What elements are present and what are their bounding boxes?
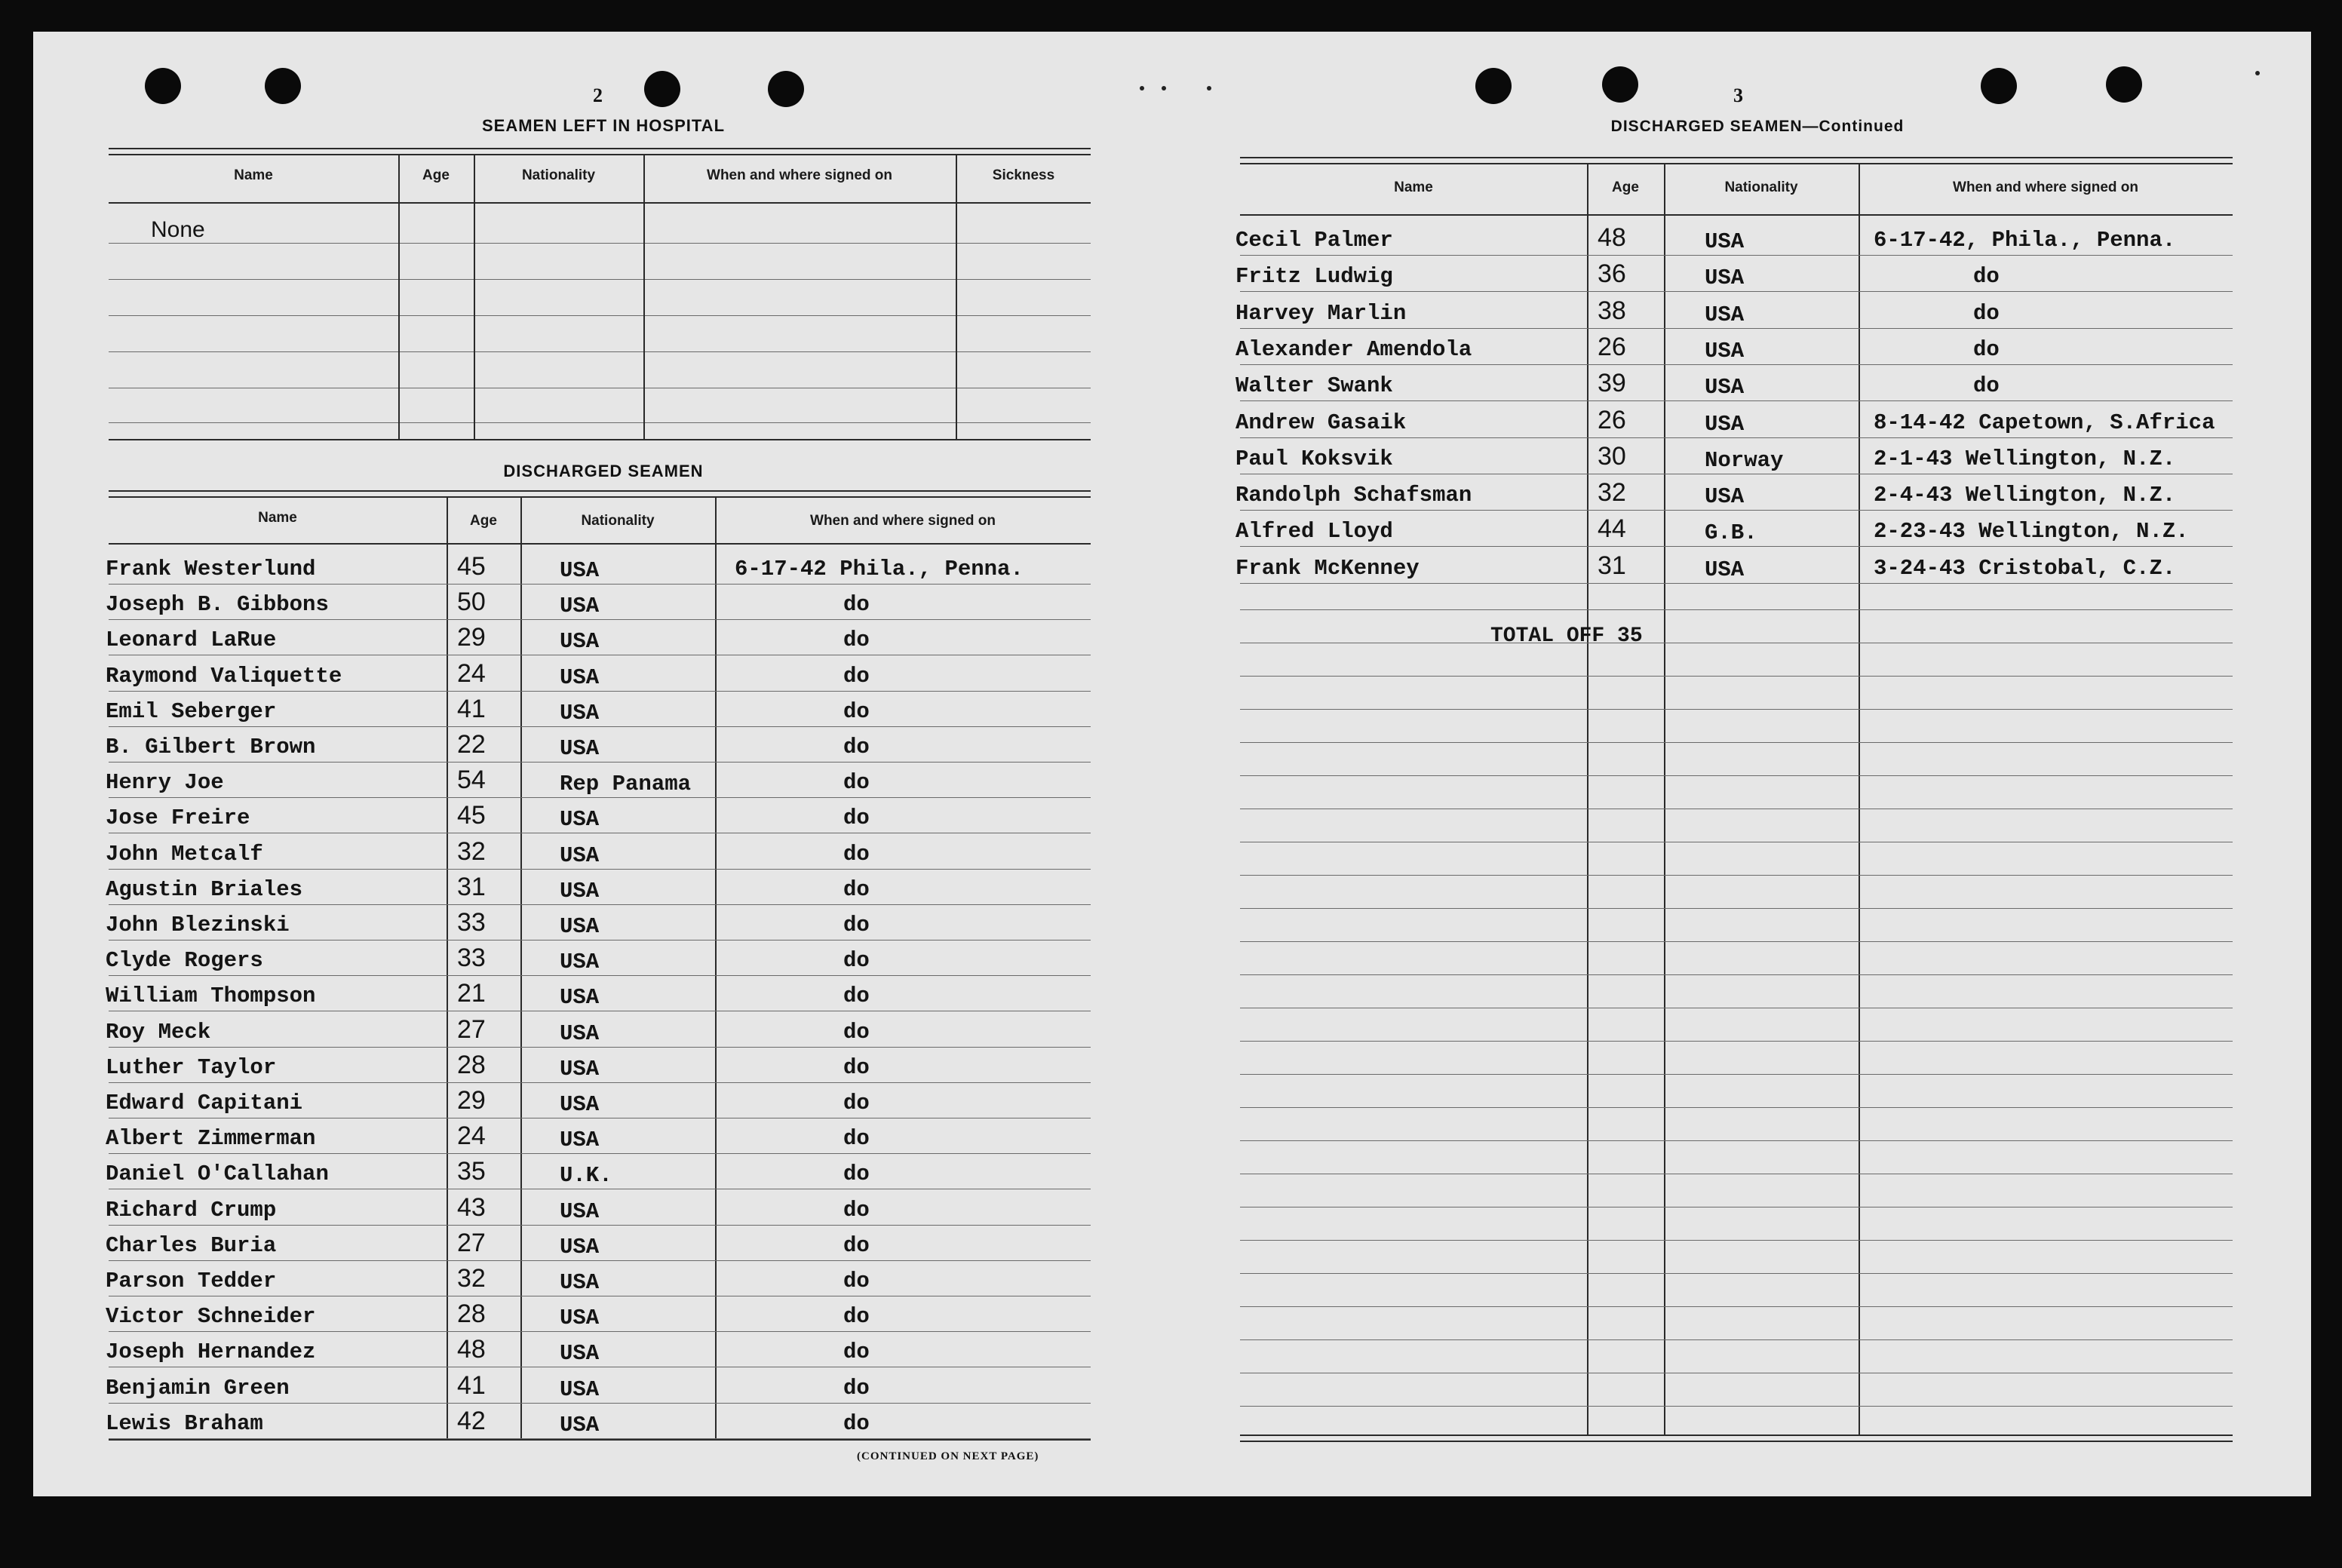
seaman-name: Frank Westerlund — [106, 557, 316, 581]
seaman-signed-on: do — [843, 1161, 870, 1186]
seaman-name: John Blezinski — [106, 913, 290, 937]
seaman-name: Cecil Palmer — [1235, 228, 1393, 253]
seaman-age: 30 — [1598, 442, 1626, 471]
seaman-nationality: U.K. — [560, 1163, 612, 1188]
seaman-signed-on: do — [1973, 301, 2000, 326]
row-rule — [1240, 1339, 2233, 1340]
row-rule — [1240, 742, 2233, 743]
seaman-name: John Metcalf — [106, 842, 263, 867]
rule — [109, 1439, 1091, 1441]
seaman-name: Joseph B. Gibbons — [106, 592, 329, 617]
column-divider — [956, 154, 957, 439]
seaman-signed-on: do — [843, 699, 870, 724]
seaman-signed-on: do — [843, 664, 870, 689]
speck — [1207, 86, 1211, 91]
row-rule — [1240, 908, 2233, 909]
seaman-nationality: USA — [1705, 229, 1745, 254]
seaman-signed-on: do — [843, 1126, 870, 1151]
rule — [109, 490, 1091, 492]
row-rule — [109, 1082, 1091, 1083]
row-rule — [109, 584, 1091, 585]
rule — [1240, 163, 2233, 164]
seaman-nationality: USA — [560, 1341, 600, 1366]
section-title-discharged: DISCHARGED SEAMEN — [503, 462, 704, 480]
seaman-nationality: USA — [560, 701, 600, 726]
row-rule — [1240, 1406, 2233, 1407]
section-title-discharged-continued: DISCHARGED SEAMEN—Continued — [1610, 118, 1905, 135]
row-rule — [1240, 1273, 2233, 1274]
row-rule — [1240, 676, 2233, 677]
seaman-nationality: USA — [1705, 302, 1745, 327]
row-rule — [1240, 775, 2233, 776]
seaman-age: 33 — [457, 944, 486, 972]
seaman-signed-on: do — [1973, 337, 2000, 362]
seaman-nationality: USA — [560, 736, 600, 761]
seaman-name: Emil Seberger — [106, 699, 277, 724]
seaman-name: B. Gilbert Brown — [106, 735, 316, 759]
column-divider — [1664, 163, 1665, 1435]
row-rule — [1240, 1107, 2233, 1108]
seaman-signed-on: do — [843, 592, 870, 617]
seaman-age: 39 — [1598, 369, 1626, 397]
row-rule — [109, 762, 1091, 763]
seaman-name: Jose Freire — [106, 805, 250, 830]
seaman-signed-on: do — [843, 628, 870, 652]
row-rule — [109, 1153, 1091, 1154]
seaman-nationality: USA — [560, 843, 600, 868]
seaman-age: 33 — [457, 908, 486, 937]
column-header-age: Age — [1612, 180, 1639, 195]
page-number: 2 — [593, 84, 603, 106]
rule — [109, 543, 1091, 545]
seaman-age: 21 — [457, 979, 486, 1008]
seaman-name: Leonard LaRue — [106, 628, 277, 652]
row-rule — [109, 869, 1091, 870]
column-divider — [447, 496, 448, 1439]
row-rule — [109, 315, 1091, 316]
row-rule — [109, 1331, 1091, 1332]
column-header-sickness: Sickness — [992, 167, 1055, 183]
seaman-nationality: USA — [560, 1235, 600, 1260]
seaman-nationality: USA — [1705, 375, 1745, 400]
seaman-signed-on: do — [843, 948, 870, 973]
column-header-age: Age — [470, 513, 497, 529]
seaman-signed-on: do — [843, 877, 870, 902]
seaman-signed-on: do — [1973, 373, 2000, 398]
seaman-name: Clyde Rogers — [106, 948, 263, 973]
row-rule — [109, 243, 1091, 244]
seaman-nationality: USA — [560, 558, 600, 583]
seaman-age: 29 — [457, 1086, 486, 1115]
row-rule — [1240, 1140, 2233, 1141]
seaman-name: Andrew Gasaik — [1235, 410, 1407, 435]
row-rule — [109, 351, 1091, 352]
seaman-signed-on: do — [843, 983, 870, 1008]
seaman-age: 31 — [457, 873, 486, 901]
punch-hole — [145, 68, 181, 104]
rule — [109, 202, 1091, 204]
column-divider — [643, 154, 645, 439]
seaman-age: 31 — [1598, 551, 1626, 580]
seaman-name: Lewis Braham — [106, 1411, 263, 1436]
row-rule — [1240, 1074, 2233, 1075]
seaman-age: 27 — [457, 1015, 486, 1044]
row-rule — [109, 619, 1091, 620]
column-header-age: Age — [422, 167, 450, 183]
seaman-signed-on: 3-24-43 Cristobal, C.Z. — [1874, 556, 2176, 581]
row-rule — [1240, 255, 2233, 256]
column-header-nationality: Nationality — [1724, 180, 1798, 195]
seaman-name: Albert Zimmerman — [106, 1126, 316, 1151]
seaman-name: Richard Crump — [106, 1198, 277, 1223]
row-rule — [1240, 437, 2233, 438]
seaman-name: Randolph Schafsman — [1235, 483, 1472, 508]
seaman-signed-on: do — [843, 1020, 870, 1045]
punch-hole — [265, 68, 301, 104]
row-rule — [1240, 941, 2233, 942]
seaman-age: 42 — [457, 1407, 486, 1435]
seaman-nationality: USA — [560, 1021, 600, 1046]
seaman-age: 36 — [1598, 259, 1626, 288]
seaman-age: 28 — [457, 1051, 486, 1079]
seaman-age: 45 — [457, 552, 486, 581]
seaman-nationality: Rep Panama — [560, 772, 692, 796]
seaman-signed-on: 6-17-42 Phila., Penna. — [735, 557, 1024, 581]
rule — [1240, 214, 2233, 216]
seaman-nationality: USA — [560, 629, 600, 654]
punch-hole — [768, 71, 804, 107]
seaman-age: 41 — [457, 695, 486, 723]
row-rule — [109, 422, 1091, 423]
row-rule — [1240, 400, 2233, 401]
seaman-nationality: USA — [560, 1128, 600, 1152]
hospital-entry: None — [151, 217, 205, 242]
seaman-signed-on: do — [843, 1376, 870, 1401]
rule — [109, 154, 1091, 155]
seaman-nationality: USA — [560, 1413, 600, 1438]
seaman-age: 24 — [457, 1122, 486, 1150]
seaman-name: Benjamin Green — [106, 1376, 290, 1401]
seaman-signed-on: do — [843, 1339, 870, 1364]
seaman-age: 26 — [1598, 406, 1626, 434]
row-rule — [1240, 291, 2233, 292]
row-rule — [109, 1260, 1091, 1261]
seaman-age: 44 — [1598, 514, 1626, 543]
column-divider — [398, 154, 400, 439]
seaman-nationality: USA — [560, 1092, 600, 1117]
page-number: 3 — [1733, 84, 1743, 106]
seaman-signed-on: 8-14-42 Capetown, S.Africa — [1874, 410, 2215, 435]
seaman-signed-on: do — [843, 842, 870, 867]
speck — [1162, 86, 1166, 91]
row-rule — [1240, 875, 2233, 876]
seaman-signed-on: do — [843, 805, 870, 830]
rule — [1240, 1441, 2233, 1442]
seaman-age: 48 — [1598, 223, 1626, 252]
seaman-signed-on: do — [1973, 264, 2000, 289]
row-rule — [1240, 609, 2233, 610]
seaman-age: 32 — [457, 1264, 486, 1293]
column-header-name: Name — [1394, 180, 1433, 195]
seaman-signed-on: do — [843, 735, 870, 759]
seaman-age: 54 — [457, 766, 486, 794]
seaman-signed-on: 2-1-43 Wellington, N.Z. — [1874, 446, 2176, 471]
speck — [2255, 71, 2260, 75]
seaman-age: 32 — [1598, 478, 1626, 507]
row-rule — [109, 1225, 1091, 1226]
seaman-age: 26 — [1598, 333, 1626, 361]
seaman-signed-on: do — [843, 913, 870, 937]
seaman-age: 32 — [457, 837, 486, 866]
row-rule — [109, 726, 1091, 727]
row-rule — [1240, 974, 2233, 975]
seaman-name: Edward Capitani — [106, 1091, 303, 1115]
row-rule — [1240, 1041, 2233, 1042]
seaman-signed-on: do — [843, 1198, 870, 1223]
row-rule — [1240, 510, 2233, 511]
seaman-nationality: USA — [560, 1377, 600, 1402]
seaman-age: 22 — [457, 730, 486, 759]
row-rule — [109, 691, 1091, 692]
row-rule — [109, 1403, 1091, 1404]
seaman-age: 41 — [457, 1371, 486, 1400]
seaman-age: 43 — [457, 1193, 486, 1222]
continued-note: (CONTINUED ON NEXT PAGE) — [857, 1450, 1039, 1462]
seaman-nationality: USA — [1705, 557, 1745, 582]
seaman-age: 27 — [457, 1229, 486, 1257]
row-rule — [109, 975, 1091, 976]
seaman-name: Roy Meck — [106, 1020, 211, 1045]
column-divider — [715, 496, 717, 1439]
seaman-nationality: G.B. — [1705, 520, 1757, 545]
column-header-name: Name — [234, 167, 273, 183]
seaman-age: 48 — [457, 1335, 486, 1364]
seaman-signed-on: do — [843, 1055, 870, 1080]
seaman-age: 35 — [457, 1157, 486, 1186]
column-header-signed-on: When and where signed on — [810, 513, 996, 529]
seaman-nationality: USA — [560, 879, 600, 904]
rule — [109, 148, 1091, 149]
seaman-name: Walter Swank — [1235, 373, 1393, 398]
punch-hole — [1981, 68, 2017, 104]
seaman-nationality: Norway — [1705, 448, 1784, 473]
row-rule — [109, 797, 1091, 798]
seaman-age: 28 — [457, 1300, 486, 1328]
seaman-nationality: USA — [560, 807, 600, 832]
column-divider — [520, 496, 522, 1439]
seaman-signed-on: 6-17-42, Phila., Penna. — [1874, 228, 2176, 253]
seaman-name: Victor Schneider — [106, 1304, 316, 1329]
total-off: TOTAL OFF 35 — [1490, 624, 1643, 648]
seaman-signed-on: do — [843, 770, 870, 795]
row-rule — [1240, 546, 2233, 547]
punch-hole — [1475, 68, 1512, 104]
seaman-name: Henry Joe — [106, 770, 224, 795]
seaman-nationality: USA — [560, 985, 600, 1010]
column-header-nationality: Nationality — [521, 167, 596, 183]
rule — [1240, 157, 2233, 158]
column-divider — [474, 154, 475, 439]
seaman-nationality: USA — [560, 1057, 600, 1082]
seaman-signed-on: do — [843, 1233, 870, 1258]
seaman-name: Alexander Amendola — [1235, 337, 1472, 362]
seaman-signed-on: do — [843, 1304, 870, 1329]
section-title-hospital: SEAMEN LEFT IN HOSPITAL — [481, 116, 726, 135]
row-rule — [109, 1047, 1091, 1048]
seaman-name: Paul Koksvik — [1235, 446, 1393, 471]
seaman-name: Frank McKenney — [1235, 556, 1420, 581]
column-divider — [1587, 163, 1588, 1435]
seaman-name: Parson Tedder — [106, 1269, 277, 1293]
speck — [1140, 86, 1144, 91]
seaman-name: Charles Buria — [106, 1233, 277, 1258]
seaman-name: Luther Taylor — [106, 1055, 277, 1080]
seaman-signed-on: do — [843, 1411, 870, 1436]
row-rule — [1240, 709, 2233, 710]
seaman-nationality: USA — [560, 1199, 600, 1224]
rule — [109, 496, 1091, 498]
row-rule — [1240, 1306, 2233, 1307]
column-header-name: Name — [258, 510, 297, 526]
punch-hole — [2106, 66, 2142, 103]
column-header-nationality: Nationality — [581, 513, 655, 529]
rule — [1240, 1435, 2233, 1436]
seaman-nationality: USA — [560, 950, 600, 974]
punch-hole — [644, 71, 680, 107]
seaman-nationality: USA — [560, 1270, 600, 1295]
seaman-age: 50 — [457, 588, 486, 616]
seaman-nationality: USA — [1705, 484, 1745, 509]
seaman-name: Joseph Hernandez — [106, 1339, 316, 1364]
row-rule — [1240, 364, 2233, 365]
row-rule — [1240, 583, 2233, 584]
seaman-age: 38 — [1598, 296, 1626, 325]
seaman-name: Raymond Valiquette — [106, 664, 342, 689]
seaman-age: 29 — [457, 623, 486, 652]
seaman-signed-on: 2-4-43 Wellington, N.Z. — [1874, 483, 2176, 508]
row-rule — [109, 904, 1091, 905]
seaman-signed-on: do — [843, 1269, 870, 1293]
seaman-nationality: USA — [560, 594, 600, 618]
row-rule — [1240, 1240, 2233, 1241]
seaman-signed-on: 2-23-43 Wellington, N.Z. — [1874, 519, 2189, 544]
seaman-signed-on: do — [843, 1091, 870, 1115]
seaman-nationality: USA — [560, 914, 600, 939]
seaman-nationality: USA — [1705, 339, 1745, 364]
seaman-nationality: USA — [560, 665, 600, 690]
column-header-signed-on: When and where signed on — [707, 167, 892, 183]
seaman-nationality: USA — [1705, 412, 1745, 437]
seaman-name: William Thompson — [106, 983, 316, 1008]
row-rule — [109, 1438, 1091, 1439]
row-rule — [1240, 328, 2233, 329]
seaman-name: Fritz Ludwig — [1235, 264, 1393, 289]
seaman-age: 45 — [457, 801, 486, 830]
punch-hole — [1602, 66, 1638, 103]
row-rule — [109, 279, 1091, 280]
column-divider — [1859, 163, 1860, 1435]
seaman-age: 24 — [457, 659, 486, 688]
rule — [109, 439, 1091, 440]
seaman-name: Daniel O'Callahan — [106, 1161, 329, 1186]
seaman-name: Agustin Briales — [106, 877, 303, 902]
seaman-nationality: USA — [560, 1306, 600, 1330]
seaman-name: Harvey Marlin — [1235, 301, 1407, 326]
seaman-nationality: USA — [1705, 265, 1745, 290]
seaman-name: Alfred Lloyd — [1235, 519, 1393, 544]
column-header-signed-on: When and where signed on — [1953, 180, 2138, 195]
